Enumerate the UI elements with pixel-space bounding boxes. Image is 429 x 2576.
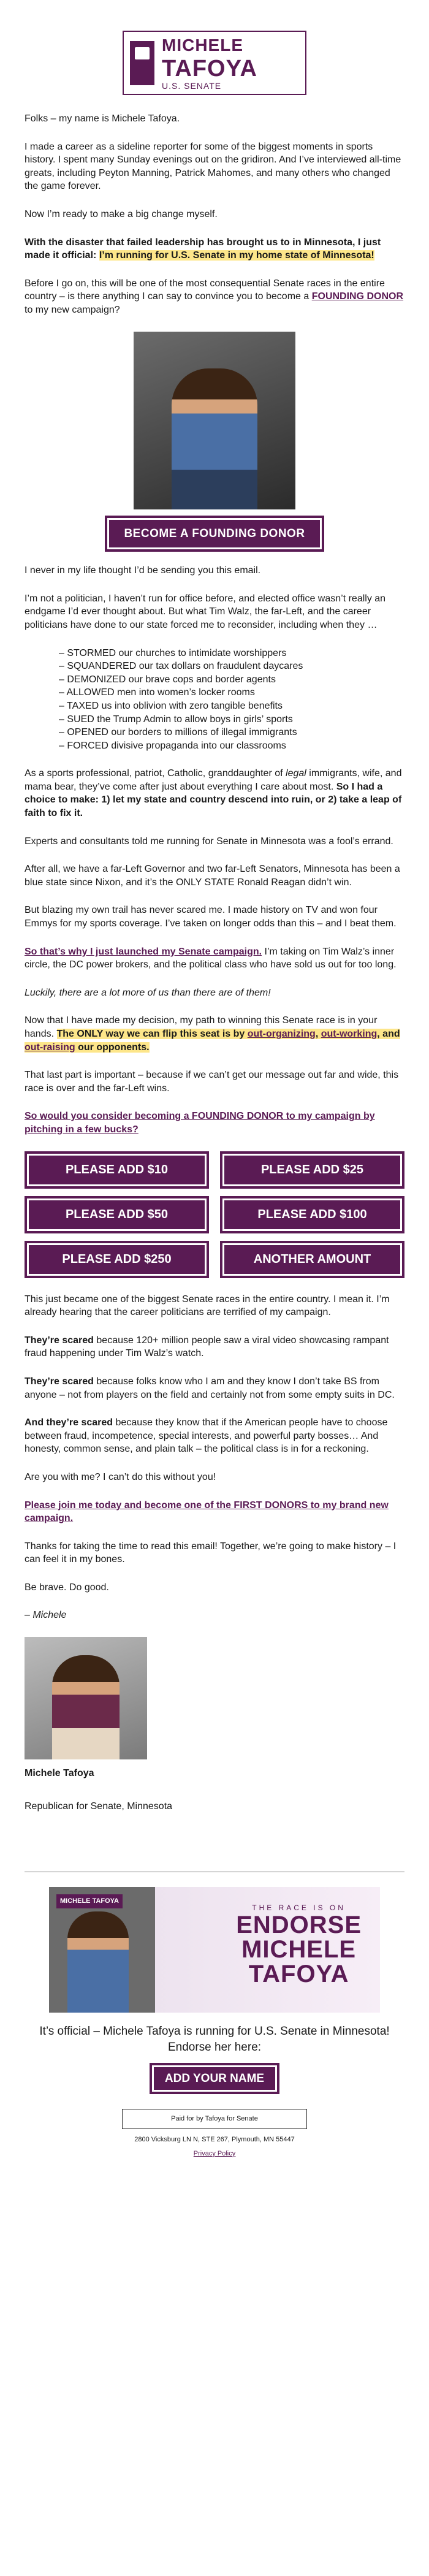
- list-item: – ALLOWED men into women’s locker rooms: [59, 687, 255, 698]
- sign-off: – Michele: [25, 1610, 67, 1621]
- banner-kicker: THE RACE IS ON: [252, 1903, 346, 1913]
- privacy-policy-link[interactable]: Privacy Policy: [193, 2149, 236, 2157]
- choice-italic: legal: [286, 768, 306, 779]
- logo-last-name: TAFOYA: [162, 55, 257, 82]
- luckily-paragraph: Luckily, there are a lot more of us than there are of them!: [25, 987, 271, 998]
- launched-paragraph: [25, 945, 404, 972]
- scared-bold-3: And they’re scared: [25, 1417, 113, 1428]
- announcement-bold: With the disaster that failed leadership has brought us to in Minnesota, I just made it official:: [25, 237, 381, 261]
- list-item: – FORCED divisive propaganda into our classrooms: [59, 740, 286, 751]
- logo-subtitle: U.S. SENATE: [162, 80, 222, 91]
- out-organizing-link[interactable]: out-organizing: [247, 1029, 316, 1040]
- logo-first-name: MICHELE: [162, 36, 243, 55]
- announcement-highlight: I’m running for U.S. Senate in my home state of Minnesota!: [99, 250, 374, 261]
- thanks-paragraph: Thanks for taking the time to read this email! Together, we’re going to make history – I can feel it in my bones.: [25, 1541, 397, 1565]
- with-me-paragraph: Are you with me? I can’t do this without you!: [25, 1471, 216, 1482]
- signature-name: Michele Tafoya: [25, 1768, 94, 1779]
- path-highlight: [25, 1029, 400, 1053]
- banner-line-endorse: ENDORSE: [236, 1911, 362, 1939]
- banner-photo: [49, 1905, 147, 2013]
- logo-wordmark: [162, 34, 257, 92]
- banner-text: [236, 1903, 362, 1986]
- join-first-donors-link[interactable]: Please join me today and become one of the FIRST DONORS to my brand new campaign.: [25, 1499, 389, 1524]
- scared-paragraph-2: [25, 1375, 404, 1401]
- hl-text-a: The ONLY way we can flip this seat is by: [56, 1029, 245, 1040]
- path-paragraph: [25, 1014, 404, 1054]
- out-working-link[interactable]: out-working: [321, 1029, 378, 1040]
- scared-paragraph-3: [25, 1416, 404, 1456]
- consider-paragraph: [25, 1110, 404, 1136]
- candidate-figure: [172, 368, 257, 509]
- list-item: – OPENED our borders to millions of illegal immigrants: [59, 727, 297, 738]
- out-raising-link[interactable]: out-raising: [25, 1042, 75, 1053]
- scared-text-1: because 120+ million people saw a viral video showcasing rampant fraud happening under Tim Walz’s watch.: [25, 1335, 389, 1359]
- choice-text-a: As a sports professional, patriot, Catholic, granddaughter of: [25, 768, 283, 779]
- scared-bold-1: They’re scared: [25, 1335, 94, 1346]
- hero-photo[interactable]: [134, 332, 295, 509]
- mailing-address: 2800 Vicksburg LN N, STE 267, Plymouth, MN 55447: [134, 2136, 295, 2144]
- change-paragraph: Now I’m ready to make a big change myself.: [25, 208, 218, 219]
- add-name-wrap: [0, 2063, 429, 2095]
- trail-paragraph: But blazing my own trail has never scared me. I made history on TV and won four Emmys for my sports coverage. I’ve taken on longer odds than this – and I beat them.: [25, 905, 397, 929]
- hl-text-d: our opponents.: [78, 1042, 150, 1053]
- email-container: [25, 0, 404, 1813]
- launched-text: I’m taking on Tim Walz’s inner circle, the DC power brokers, and the political class who have sold us out for too long.: [25, 946, 397, 970]
- reasons-list: [25, 647, 404, 753]
- founding-donor-question: [25, 277, 404, 317]
- list-item: – SQUANDERED our tax dollars on fraudulent daycares: [59, 661, 303, 672]
- not-politician-paragraph: I’m not a politician, I haven’t run for office before, and elected office wasn’t really an endgame I’d ever thought about. But what Tim Walz, the far-Left, and the career politicians have done to our state forced me to reconsider, including when they …: [25, 593, 386, 630]
- launched-campaign-link[interactable]: So that’s why I just launched my Senate campaign.: [25, 946, 262, 957]
- donate-10-button[interactable]: PLEASE ADD $10: [25, 1151, 209, 1189]
- scared-text-3: because they know that if the American people have to choose between fraud, incompetence, special interests, and powerful party bosses… And honesty, common sense, and plain talk – the political class is in for a reckoning.: [25, 1417, 388, 1455]
- join-paragraph: [25, 1499, 404, 1525]
- paid-for-wrap: [0, 2109, 429, 2129]
- banner-candidate-figure: [67, 1911, 129, 2013]
- banner-logo: MICHELE TAFOYA: [56, 1894, 123, 1908]
- choice-bold: So I had a choice to make: 1) let my state and country descend into ruin, or 2) take a leap of faith to fix it.: [25, 781, 402, 819]
- experts-paragraph: Experts and consultants told me running for Senate in Minnesota was a fool’s errand.: [25, 836, 393, 847]
- consider-founding-link[interactable]: So would you consider becoming a FOUNDING DONOR to my campaign by pitching in a few bucks?: [25, 1111, 375, 1135]
- scared-bold-2: They’re scared: [25, 1376, 94, 1387]
- never-thought-paragraph: I never in my life thought I’d be sending you this email.: [25, 565, 261, 576]
- choice-paragraph: [25, 767, 404, 820]
- donate-25-button[interactable]: PLEASE ADD $25: [220, 1151, 404, 1189]
- donate-buttons-grid: [25, 1151, 404, 1278]
- important-paragraph: That last part is important – because if we can’t get our message out far and wide, this race is over and the far-Left wins.: [25, 1070, 399, 1094]
- endorse-banner[interactable]: [49, 1887, 380, 2013]
- donate-other-amount-button[interactable]: ANOTHER AMOUNT: [220, 1241, 404, 1278]
- hero-photo-wrap: [25, 332, 404, 509]
- banner-line-first: MICHELE: [241, 1936, 357, 1964]
- founding-donor-link[interactable]: FOUNDING DONOR: [311, 291, 404, 302]
- minnesota-map-icon: [130, 41, 154, 85]
- founding-text-b: to my new campaign?: [25, 304, 120, 315]
- header: [25, 0, 404, 112]
- path-text: Now that I have made my decision, my path to winning this Senate race is in your hands.: [25, 1015, 378, 1040]
- brave-paragraph: Be brave. Do good.: [25, 1582, 109, 1593]
- bottom-space: [0, 2159, 429, 2281]
- hl-text-b: ,: [315, 1029, 319, 1040]
- campaign-logo[interactable]: [123, 31, 306, 95]
- career-paragraph: I made a career as a sideline reporter for some of the biggest moments in sports history. I spent many Sunday evenings out on the gridiron. And I’ve interviewed all-time greats, including Peyton Manning, Patrick Mahomes, and many others who changed the game forever.: [25, 141, 401, 192]
- choice-text-b: immigrants, wife, and mama bear, they’ve come after just about everything I care about most.: [25, 768, 402, 792]
- signature-title: Republican for Senate, Minnesota: [25, 1801, 173, 1812]
- official-text: It’s official – Michele Tafoya is running for U.S. Senate in Minnesota! Endorse her here:: [39, 2025, 390, 2054]
- add-your-name-button[interactable]: ADD YOUR NAME: [150, 2063, 279, 2095]
- list-item: – DEMONIZED our brave cops and border agents: [59, 674, 276, 685]
- list-item: – SUED the Trump Admin to allow boys in girls’ sports: [59, 714, 293, 725]
- announcement-paragraph: [25, 236, 404, 262]
- signature-photo: [25, 1637, 147, 1759]
- blue-state-paragraph: After all, we have a far-Left Governor and two far-Left Senators, Minnesota has been a blue state since Nixon, and it’s the ONLY STATE Ronald Reagan didn’t win.: [25, 864, 400, 888]
- list-item: – TAXED us into oblivion with zero tangible benefits: [59, 700, 283, 711]
- founding-text-a: Before I go on, this will be one of the most consequential Senate races in the entire country – is there anything I can say to convince you to become a: [25, 278, 385, 302]
- donate-100-button[interactable]: PLEASE ADD $100: [220, 1196, 404, 1233]
- scared-paragraph-1: [25, 1334, 404, 1360]
- become-founding-donor-button[interactable]: BECOME A FOUNDING DONOR: [105, 516, 324, 552]
- list-item: – STORMED our churches to intimidate worshippers: [59, 647, 287, 658]
- intro-paragraph: Folks – my name is Michele Tafoya.: [25, 113, 180, 124]
- scared-text-2: because folks know who I am and they know I don’t take BS from anyone – not from players on the field and certainly not from some empty suits in DC.: [25, 1376, 395, 1400]
- donate-50-button[interactable]: PLEASE ADD $50: [25, 1196, 209, 1233]
- donate-250-button[interactable]: PLEASE ADD $250: [25, 1241, 209, 1278]
- biggest-race-paragraph: This just became one of the biggest Senate races in the entire country. I mean it. I’m already hearing that the career politicians are terrified of my campaign.: [25, 1294, 390, 1318]
- paid-for-box: Paid for by Tafoya for Senate: [122, 2109, 307, 2129]
- candidate-seated-figure: [52, 1655, 120, 1759]
- founding-cta-wrap: [25, 516, 404, 552]
- hl-text-c: , and: [377, 1029, 400, 1040]
- banner-line-last: TAFOYA: [248, 1961, 349, 1988]
